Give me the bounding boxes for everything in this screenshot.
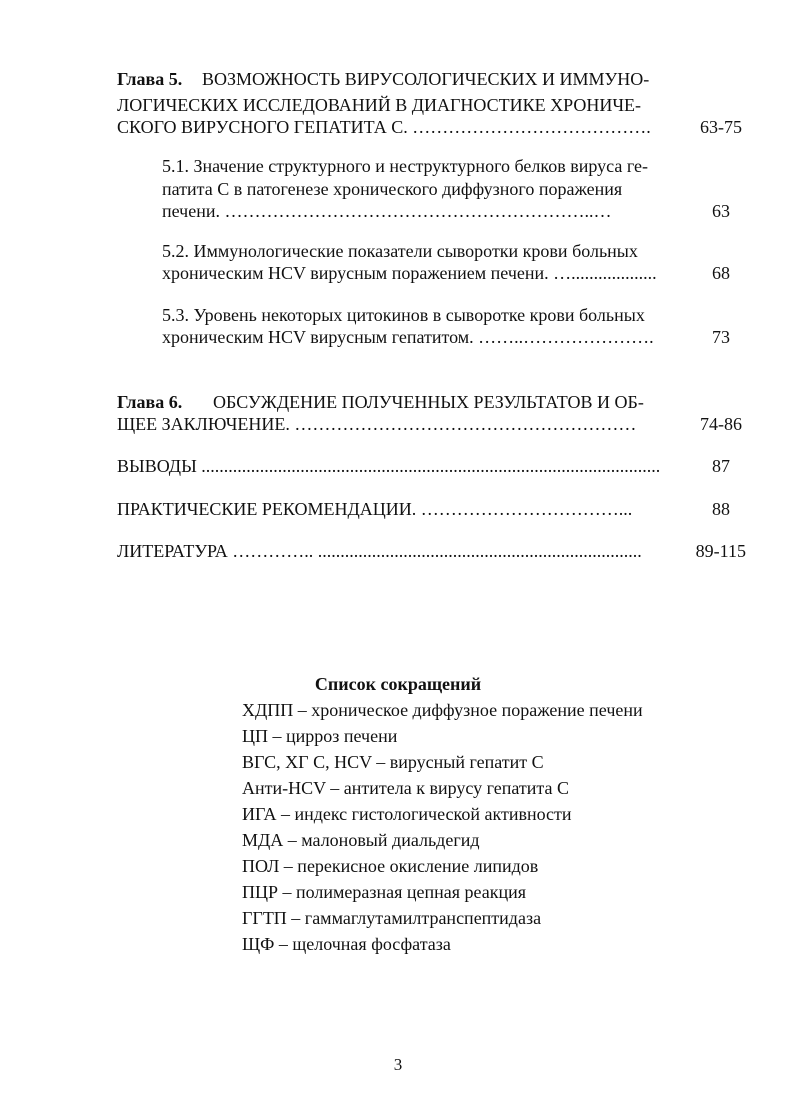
toc-chapter6-text-line2: ЩЕЕ ЗАКЛЮЧЕНИЕ. …………………………………………………	[117, 414, 637, 434]
toc-section5-2-line2	[0, 260, 796, 286]
abbreviation-item: ВГС, ХГ С, HCV – вирусный гепатит С	[242, 752, 544, 772]
abbreviation-item: ХДПП – хроническое диффузное поражение печени	[242, 700, 643, 720]
abbreviation-item: ЩФ – щелочная фосфатаза	[242, 934, 451, 954]
toc-recommendations-text: ПРАКТИЧЕСКИЕ РЕКОМЕНДАЦИИ. ……………………………...	[117, 499, 633, 519]
toc-recommendations-page: 88	[712, 499, 730, 519]
toc-section5-3-text-line2: хроническим HCV вирусным гепатитом. ……..………………….	[162, 327, 654, 347]
toc-section5-2-text-line2: хроническим HCV вирусным поражением печени. …...................	[162, 263, 657, 283]
toc-chapter5-label: Глава 5.	[117, 69, 183, 89]
toc-section5-3-text-line1: 5.3. Уровень некоторых цитокинов в сыворотке крови больных	[162, 305, 645, 325]
toc-section5-1-text-line3: печени. ……………………………………………………..…	[162, 201, 612, 221]
toc-section5-3-page: 73	[712, 327, 730, 347]
toc-section5-1-text-line2: патита С в патогенезе хронического диффузного поражения	[162, 179, 623, 199]
abbreviation-item: ГГТП – гаммаглутамилтранспептидаза	[242, 908, 542, 928]
toc-literature-pages: 89-115	[695, 541, 746, 561]
toc-chapter6-line2	[0, 411, 796, 437]
toc-conclusions	[0, 453, 796, 479]
toc-section5-1-text-line1: 5.1. Значение структурного и неструктурного белков вируса ге-	[162, 156, 648, 176]
toc-recommendations	[0, 496, 796, 522]
toc-chapter5-text-line3: СКОГО ВИРУСНОГО ГЕПАТИТА С. ………………………………….	[117, 117, 651, 137]
toc-literature-text: ЛИТЕРАТУРА ………….. ........................................................................	[117, 541, 642, 561]
abbreviations-title: Список сокращений	[314, 674, 482, 694]
toc-chapter5-text-line2: ЛОГИЧЕСКИХ ИССЛЕДОВАНИЙ В ДИАГНОСТИКЕ ХРОНИЧЕ-	[117, 95, 642, 115]
toc-chapter6-pages: 74-86	[700, 414, 742, 434]
abbreviation-item: ИГА – индекс гистологической активности	[242, 804, 572, 824]
abbreviation-item: ПОЛ – перекисное окисление липидов	[242, 856, 539, 876]
abbreviation-item: МДА – малоновый диальдегид	[242, 830, 480, 850]
toc-chapter6-label: Глава 6.	[117, 392, 183, 412]
toc-chapter5-pages: 63-75	[700, 117, 742, 137]
toc-section5-3-line2	[0, 324, 796, 350]
toc-section5-2-page: 68	[712, 263, 730, 283]
toc-chapter5-line3	[0, 114, 796, 140]
toc-literature	[0, 538, 796, 564]
toc-conclusions-page: 87	[712, 456, 730, 476]
abbreviation-item: ЦП – цирроз печени	[242, 726, 398, 746]
toc-chapter5-text-line1: ВОЗМОЖНОСТЬ ВИРУСОЛОГИЧЕСКИХ И ИММУНО-	[202, 69, 650, 89]
abbreviation-item: Анти-HCV – антитела к вирусу гепатита С	[242, 778, 570, 798]
toc-chapter5-line1	[0, 66, 796, 92]
toc-section5-1-line3	[0, 198, 796, 224]
abbreviation-item: ПЦР – полимеразная цепная реакция	[242, 882, 527, 902]
toc-section5-1-page: 63	[712, 201, 730, 221]
toc-chapter6-text-line1: ОБСУЖДЕНИЕ ПОЛУЧЕННЫХ РЕЗУЛЬТАТОВ И ОБ-	[213, 392, 644, 412]
toc-conclusions-text: ВЫВОДЫ ......................................................................................................	[117, 456, 661, 476]
page-number: 3	[393, 1055, 403, 1074]
toc-section5-2-text-line1: 5.2. Иммунологические показатели сыворотки крови больных	[162, 241, 638, 261]
